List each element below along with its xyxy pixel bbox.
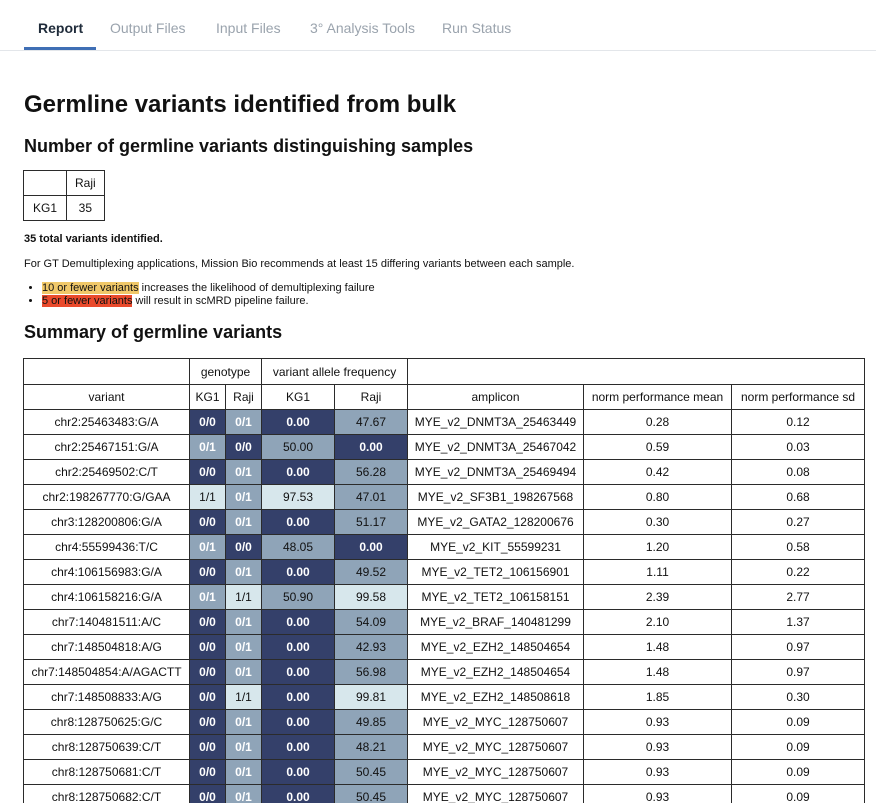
genotype-kg1-cell: 0/0 — [190, 510, 226, 535]
genotype-kg1-cell: 0/0 — [190, 410, 226, 435]
row-header-kg1: KG1 — [24, 196, 67, 221]
norm-mean-cell: 0.93 — [584, 710, 732, 735]
genotype-raji-cell: 0/1 — [226, 560, 262, 585]
norm-sd-cell: 0.97 — [732, 635, 865, 660]
header-blank-right — [408, 359, 865, 385]
variant-cell: chr3:128200806:G/A — [24, 510, 190, 535]
norm-sd-cell: 2.77 — [732, 585, 865, 610]
variant-cell: chr2:25469502:C/T — [24, 460, 190, 485]
table-row — [24, 760, 865, 785]
genotype-kg1-cell: 0/1 — [190, 535, 226, 560]
column-header-norm-mean: norm performance mean — [584, 385, 732, 410]
variant-cell: chr8:128750682:C/T — [24, 785, 190, 803]
column-header-norm-sd: norm performance sd — [732, 385, 865, 410]
variant-cell: chr4:106156983:G/A — [24, 560, 190, 585]
norm-sd-cell: 0.09 — [732, 710, 865, 735]
norm-mean-cell: 0.93 — [584, 785, 732, 803]
norm-mean-cell: 0.93 — [584, 760, 732, 785]
genotype-raji-cell: 0/1 — [226, 760, 262, 785]
table-row — [24, 435, 865, 460]
genotype-raji-cell: 0/1 — [226, 735, 262, 760]
amplicon-cell: MYE_v2_GATA2_128200676 — [408, 510, 584, 535]
genotype-kg1-cell: 0/0 — [190, 710, 226, 735]
norm-mean-cell: 1.20 — [584, 535, 732, 560]
table-row — [24, 460, 865, 485]
variant-cell: chr2:25467151:G/A — [24, 435, 190, 460]
tab-input-files[interactable]: Input Files — [216, 20, 281, 36]
vaf-kg1-cell: 0.00 — [262, 510, 335, 535]
amplicon-cell: MYE_v2_EZH2_148504654 — [408, 660, 584, 685]
tab-analysis-tools[interactable]: 3° Analysis Tools — [310, 20, 415, 36]
table-row — [24, 785, 865, 803]
genotype-raji-cell: 1/1 — [226, 585, 262, 610]
tab-run-status[interactable]: Run Status — [442, 20, 512, 36]
column-header-genotype-kg1: KG1 — [190, 385, 226, 410]
column-header-vaf-raji: Raji — [335, 385, 408, 410]
norm-sd-cell: 0.09 — [732, 760, 865, 785]
table-row — [24, 735, 865, 760]
genotype-raji-cell: 0/0 — [226, 435, 262, 460]
column-header-vaf-kg1: KG1 — [262, 385, 335, 410]
column-header-raji: Raji — [67, 171, 105, 196]
recommendation-text: For GT Demultiplexing applications, Mission Bio recommends at least 15 differing variants between each sample. — [24, 258, 575, 270]
vaf-raji-cell: 0.00 — [335, 535, 408, 560]
genotype-raji-cell: 0/1 — [226, 410, 262, 435]
threshold-item-demultiplexing — [42, 282, 375, 295]
table-row — [24, 635, 865, 660]
amplicon-cell: MYE_v2_EZH2_148504654 — [408, 635, 584, 660]
tab-output-files[interactable]: Output Files — [110, 20, 186, 36]
variant-cell: chr8:128750625:G/C — [24, 710, 190, 735]
variant-cell: chr2:198267770:G/GAA — [24, 485, 190, 510]
vaf-kg1-cell: 0.00 — [262, 460, 335, 485]
genotype-kg1-cell: 0/0 — [190, 685, 226, 710]
amplicon-cell: MYE_v2_MYC_128750607 — [408, 760, 584, 785]
variant-cell: chr7:140481511:A/C — [24, 610, 190, 635]
genotype-raji-cell: 0/1 — [226, 710, 262, 735]
variant-cell: chr8:128750681:C/T — [24, 760, 190, 785]
germline-summary-table — [23, 358, 865, 803]
variant-cell: chr7:148504854:A/AGACTT — [24, 660, 190, 685]
amplicon-cell: MYE_v2_MYC_128750607 — [408, 710, 584, 735]
variant-cell: chr4:55599436:T/C — [24, 535, 190, 560]
vaf-raji-cell: 47.67 — [335, 410, 408, 435]
amplicon-cell: MYE_v2_SF3B1_198267568 — [408, 485, 584, 510]
genotype-raji-cell: 0/1 — [226, 510, 262, 535]
norm-sd-cell: 0.12 — [732, 410, 865, 435]
header-genotype-group: genotype — [190, 359, 262, 385]
vaf-kg1-cell: 0.00 — [262, 610, 335, 635]
table-row — [24, 610, 865, 635]
genotype-raji-cell: 0/1 — [226, 460, 262, 485]
threshold-list — [42, 282, 375, 308]
norm-mean-cell: 0.93 — [584, 735, 732, 760]
vaf-kg1-cell: 0.00 — [262, 660, 335, 685]
vaf-kg1-cell: 0.00 — [262, 760, 335, 785]
genotype-kg1-cell: 0/0 — [190, 735, 226, 760]
genotype-raji-cell: 0/1 — [226, 660, 262, 685]
norm-mean-cell: 0.28 — [584, 410, 732, 435]
threshold-item-scmrd — [42, 295, 375, 308]
report-tabs — [0, 0, 876, 51]
vaf-kg1-cell: 50.00 — [262, 435, 335, 460]
total-variants-text: 35 total variants identified. — [24, 233, 163, 245]
amplicon-cell: MYE_v2_KIT_55599231 — [408, 535, 584, 560]
norm-mean-cell: 1.85 — [584, 685, 732, 710]
variant-cell: chr4:106158216:G/A — [24, 585, 190, 610]
vaf-raji-cell: 47.01 — [335, 485, 408, 510]
genotype-raji-cell: 0/1 — [226, 610, 262, 635]
norm-sd-cell: 0.30 — [732, 685, 865, 710]
norm-mean-cell: 2.10 — [584, 610, 732, 635]
page-title: Germline variants identified from bulk — [24, 91, 457, 118]
vaf-raji-cell: 50.45 — [335, 785, 408, 803]
amplicon-cell: MYE_v2_DNMT3A_25463449 — [408, 410, 584, 435]
genotype-kg1-cell: 0/0 — [190, 760, 226, 785]
variant-cell: chr7:148504818:A/G — [24, 635, 190, 660]
highlight-5-or-fewer: 5 or fewer variants — [42, 295, 133, 307]
norm-sd-cell: 0.09 — [732, 785, 865, 803]
genotype-kg1-cell: 0/0 — [190, 460, 226, 485]
vaf-kg1-cell: 48.05 — [262, 535, 335, 560]
amplicon-cell: MYE_v2_MYC_128750607 — [408, 735, 584, 760]
norm-sd-cell: 0.03 — [732, 435, 865, 460]
header-vaf-group: variant allele frequency — [262, 359, 408, 385]
table-row — [24, 710, 865, 735]
vaf-kg1-cell: 0.00 — [262, 710, 335, 735]
distinguishing-count: 35 — [67, 196, 105, 221]
norm-mean-cell: 2.39 — [584, 585, 732, 610]
vaf-kg1-cell: 97.53 — [262, 485, 335, 510]
norm-sd-cell: 0.22 — [732, 560, 865, 585]
genotype-kg1-cell: 1/1 — [190, 485, 226, 510]
variant-cell: chr7:148508833:A/G — [24, 685, 190, 710]
table-row — [24, 660, 865, 685]
column-header-amplicon: amplicon — [408, 385, 584, 410]
vaf-raji-cell: 49.85 — [335, 710, 408, 735]
genotype-kg1-cell: 0/0 — [190, 660, 226, 685]
vaf-raji-cell: 99.81 — [335, 685, 408, 710]
table-row — [24, 535, 865, 560]
genotype-raji-cell: 0/1 — [226, 635, 262, 660]
corner-cell — [24, 171, 67, 196]
vaf-kg1-cell: 0.00 — [262, 560, 335, 585]
vaf-raji-cell: 48.21 — [335, 735, 408, 760]
distinguishing-table — [23, 170, 105, 221]
vaf-kg1-cell: 50.90 — [262, 585, 335, 610]
norm-mean-cell: 0.80 — [584, 485, 732, 510]
vaf-raji-cell: 99.58 — [335, 585, 408, 610]
norm-mean-cell: 0.42 — [584, 460, 732, 485]
amplicon-cell: MYE_v2_BRAF_140481299 — [408, 610, 584, 635]
vaf-kg1-cell: 0.00 — [262, 685, 335, 710]
highlight-10-or-fewer: 10 or fewer variants — [42, 282, 139, 294]
amplicon-cell: MYE_v2_TET2_106158151 — [408, 585, 584, 610]
amplicon-cell: MYE_v2_MYC_128750607 — [408, 785, 584, 803]
genotype-kg1-cell: 0/1 — [190, 585, 226, 610]
variant-cell: chr8:128750639:C/T — [24, 735, 190, 760]
norm-sd-cell: 0.97 — [732, 660, 865, 685]
vaf-raji-cell: 54.09 — [335, 610, 408, 635]
genotype-kg1-cell: 0/1 — [190, 435, 226, 460]
table-row — [24, 410, 865, 435]
table-row — [24, 585, 865, 610]
amplicon-cell: MYE_v2_TET2_106156901 — [408, 560, 584, 585]
table-row — [24, 685, 865, 710]
vaf-raji-cell: 49.52 — [335, 560, 408, 585]
norm-sd-cell: 1.37 — [732, 610, 865, 635]
amplicon-cell: MYE_v2_DNMT3A_25469494 — [408, 460, 584, 485]
column-header-variant: variant — [24, 385, 190, 410]
amplicon-cell: MYE_v2_DNMT3A_25467042 — [408, 435, 584, 460]
table-row — [24, 560, 865, 585]
genotype-kg1-cell: 0/0 — [190, 610, 226, 635]
norm-mean-cell: 1.48 — [584, 660, 732, 685]
norm-mean-cell: 1.48 — [584, 635, 732, 660]
vaf-raji-cell: 50.45 — [335, 760, 408, 785]
variant-cell: chr2:25463483:G/A — [24, 410, 190, 435]
vaf-kg1-cell: 0.00 — [262, 735, 335, 760]
tab-report[interactable]: Report — [38, 20, 84, 36]
summary-heading: Summary of germline variants — [24, 322, 283, 342]
genotype-raji-cell: 0/1 — [226, 785, 262, 803]
genotype-kg1-cell: 0/0 — [190, 560, 226, 585]
threshold-text-demultiplexing: increases the likelihood of demultiplexing failure — [138, 282, 375, 294]
genotype-kg1-cell: 0/0 — [190, 635, 226, 660]
genotype-raji-cell: 0/0 — [226, 535, 262, 560]
header-blank — [24, 359, 190, 385]
column-header-genotype-raji: Raji — [226, 385, 262, 410]
active-tab-indicator — [24, 47, 96, 50]
vaf-kg1-cell: 0.00 — [262, 410, 335, 435]
vaf-kg1-cell: 0.00 — [262, 785, 335, 803]
table-row — [24, 510, 865, 535]
norm-mean-cell: 0.59 — [584, 435, 732, 460]
vaf-raji-cell: 56.98 — [335, 660, 408, 685]
norm-sd-cell: 0.09 — [732, 735, 865, 760]
norm-sd-cell: 0.58 — [732, 535, 865, 560]
amplicon-cell: MYE_v2_EZH2_148508618 — [408, 685, 584, 710]
vaf-kg1-cell: 0.00 — [262, 635, 335, 660]
threshold-text-scmrd: will result in scMRD pipeline failure. — [132, 295, 309, 307]
vaf-raji-cell: 42.93 — [335, 635, 408, 660]
norm-sd-cell: 0.27 — [732, 510, 865, 535]
genotype-kg1-cell: 0/0 — [190, 785, 226, 803]
vaf-raji-cell: 51.17 — [335, 510, 408, 535]
genotype-raji-cell: 1/1 — [226, 685, 262, 710]
distinguishing-heading: Number of germline variants distinguishing samples — [24, 136, 474, 156]
genotype-raji-cell: 0/1 — [226, 485, 262, 510]
summary-table-body — [24, 410, 865, 803]
table-row — [24, 485, 865, 510]
norm-sd-cell: 0.08 — [732, 460, 865, 485]
norm-mean-cell: 1.11 — [584, 560, 732, 585]
norm-sd-cell: 0.68 — [732, 485, 865, 510]
norm-mean-cell: 0.30 — [584, 510, 732, 535]
vaf-raji-cell: 0.00 — [335, 435, 408, 460]
vaf-raji-cell: 56.28 — [335, 460, 408, 485]
